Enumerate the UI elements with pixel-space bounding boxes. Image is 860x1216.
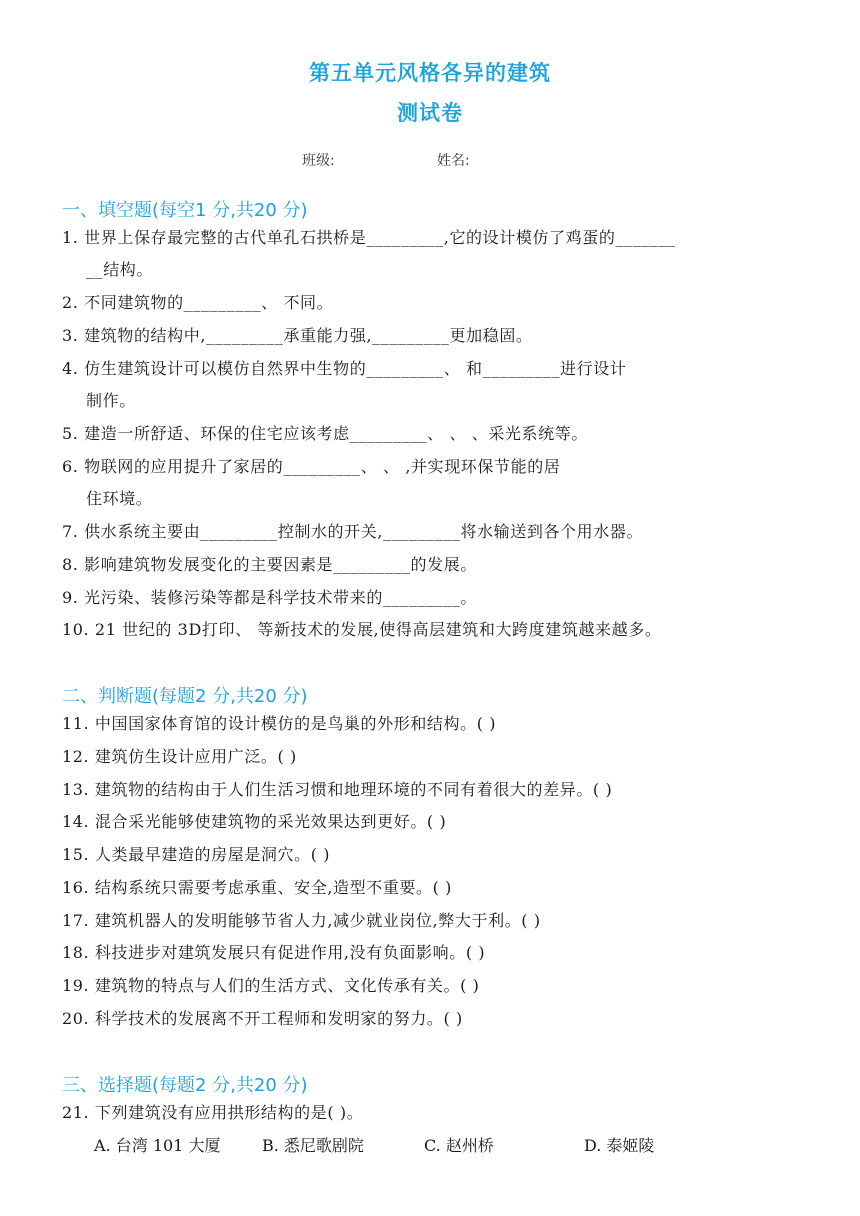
- fill-question-4-cont: 制作。: [86, 391, 136, 410]
- choice-options: [94, 1130, 654, 1162]
- judge-question: 15. 人类最早建造的房屋是洞穴。( ): [62, 845, 331, 864]
- option-c: C. 赵州桥: [424, 1136, 494, 1155]
- fill-question-10: 10. 21 世纪的 3D打印、 等新技术的发展,使得高层建筑和大跨度建筑越来越多。: [62, 620, 662, 639]
- judge-question: 11. 中国国家体育馆的设计模仿的是鸟巢的外形和结构。( ): [62, 714, 497, 733]
- name-label: 姓名:: [437, 153, 470, 169]
- section-judge-heading: 二、判断题(每题2 分,共20 分): [62, 686, 308, 707]
- judge-question: 13. 建筑物的结构由于人们生活习惯和地理环境的不同有着很大的差异。( ): [62, 780, 613, 799]
- class-label: 班级:: [302, 153, 335, 169]
- choice-question-21: 21. 下列建筑没有应用拱形结构的是( )。: [62, 1103, 364, 1122]
- option-b: B. 悉尼歌剧院: [262, 1136, 364, 1155]
- page-subtitle: 测试卷: [397, 101, 463, 125]
- section-choice-heading: 三、选择题(每题2 分,共20 分): [62, 1075, 308, 1096]
- judge-question: 19. 建筑物的特点与人们的生活方式、文化传承有关。( ): [62, 976, 480, 995]
- fill-question-9: 9. 光污染、装修污染等都是科学技术带来的_________。: [62, 588, 477, 607]
- fill-question-4: 4. 仿生建筑设计可以模仿自然界中生物的_________、 和_________进行设计: [62, 359, 627, 378]
- judge-question: 16. 结构系统只需要考虑承重、安全,造型不重要。( ): [62, 878, 452, 897]
- judge-question: 14. 混合采光能够使建筑物的采光效果达到更好。( ): [62, 812, 447, 831]
- fill-question-1-cont: __结构。: [86, 260, 154, 279]
- judge-question: 12. 建筑仿生设计应用广泛。( ): [62, 747, 297, 766]
- judge-question: 20. 科学技术的发展离不开工程师和发明家的努力。( ): [62, 1009, 463, 1028]
- fill-question-2: 2. 不同建筑物的_________、 不同。: [62, 293, 334, 312]
- fill-question-5: 5. 建造一所舒适、环保的住宅应该考虑_________、 、 、采光系统等。: [62, 424, 588, 443]
- fill-question-6-cont: 住环境。: [86, 489, 153, 508]
- option-d: D. 泰姬陵: [584, 1136, 655, 1155]
- fill-question-8: 8. 影响建筑物发展变化的主要因素是_________的发展。: [62, 555, 477, 574]
- page-title: 第五单元风格各异的建筑: [309, 61, 551, 85]
- fill-question-7: 7. 供水系统主要由_________控制水的开关,_________将水输送到各个用水器。: [62, 522, 644, 541]
- fill-question-1: 1. 世界上保存最完整的古代单孔石拱桥是_________,它的设计模仿了鸡蛋的_______: [62, 228, 676, 247]
- section-fill-heading: 一、填空题(每空1 分,共20 分): [62, 200, 308, 221]
- option-a: A. 台湾 101 大厦: [94, 1136, 221, 1155]
- judge-question: 17. 建筑机器人的发明能够节省人力,减少就业岗位,弊大于利。( ): [62, 911, 541, 930]
- fill-question-6: 6. 物联网的应用提升了家居的_________、 、 ,并实现环保节能的居: [62, 457, 561, 476]
- fill-question-3: 3. 建筑物的结构中,_________承重能力强,_________更加稳固。: [62, 326, 533, 345]
- judge-question: 18. 科技进步对建筑发展只有促进作用,没有负面影响。( ): [62, 943, 486, 962]
